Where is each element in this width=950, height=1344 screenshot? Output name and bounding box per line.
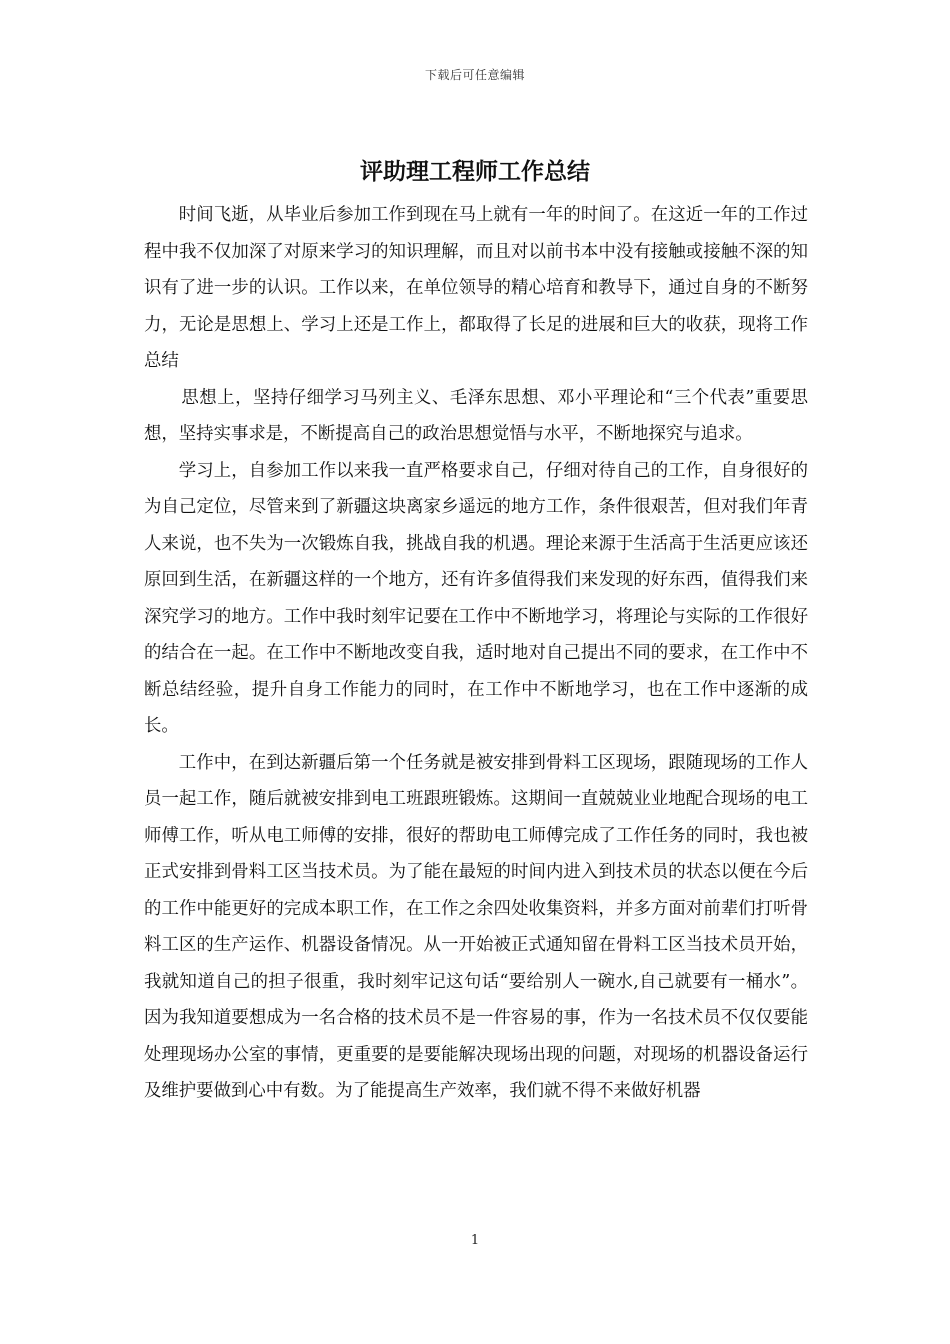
header-note: 下载后可任意编辑: [424, 68, 525, 82]
page-number: 1: [470, 1233, 480, 1248]
document-title: 评助理工程师工作总结: [360, 158, 590, 185]
paragraph-study: 学习上，自参加工作以来我一直严格要求自己，仔细对待自己的工作，自身很好的为自己定位，尽管来到了新疆这块离家乡遥远的地方工作，条件很艰苦，但对我们年青人来说，也不失为一次锻炼自我，挑战自我的机遇。理论来源于生活高于生活更应该还原回到生活，在新疆这样的一个地方，还有许多值得我们来发现的好东西，值得我们来深究学习的地方。工作中我时刻牢记要在工作中不断地学习，将理论与实际的工作很好的结合在一起。在工作中不断地改变自我，适时地对自己提出不同的要求，在工作中不断总结经验，提升自身工作能力的同时，在工作中不断地学习，也在工作中逐渐的成长。: [144, 460, 808, 736]
paragraph-intro: 时间飞逝，从毕业后参加工作到现在马上就有一年的时间了。在这近一年的工作过程中我不仅加深了对原来学习的知识理解，而且对以前书本中没有接触或接触不深的知识有了进一步的认识。工作以来，在单位领导的精心培育和教导下，通过自身的不断努力，无论是思想上、学习上还是工作上，都取得了长足的进展和巨大的收获，现将工作总结: [144, 205, 808, 371]
document-body: [144, 197, 808, 1110]
paragraph-work: 工作中，在到达新疆后第一个任务就是被安排到骨料工区现场，跟随现场的工作人员一起工作，随后就被安排到电工班跟班锻炼。这期间一直兢兢业业地配合现场的电工师傅工作，听从电工师傅的安排，很好的帮助电工师傅完成了工作任务的同时，我也被正式安排到骨料工区当技术员。为了能在最短的时间内进入到技术员的状态以便在今后的工作中能更好的完成本职工作，在工作之余四处收集资料，并多方面对前辈们打听骨料工区的生产运作、机器设备情况。从一开始被正式通知留在骨料工区当技术员开始，我就知道自己的担子很重，我时刻牢记这句话“要给别人一碗水,自己就要有一桶水”。因为我知道要想成为一名合格的技术员不是一件容易的事，作为一名技术员不仅仅要能处理现场办公室的事情，更重要的是要能解决现场出现的问题，对现场的机器设备运行及维护要做到心中有数。为了能提高生产效率，我们就不得不来做好机器: [144, 752, 808, 1101]
paragraph-ideology: 思想上，坚持仔细学习马列主义、毛泽东思想、邓小平理论和“三个代表”重要思想，坚持实事求是，不断提高自己的政治思想觉悟与水平，不断地探究与追求。: [144, 387, 808, 444]
